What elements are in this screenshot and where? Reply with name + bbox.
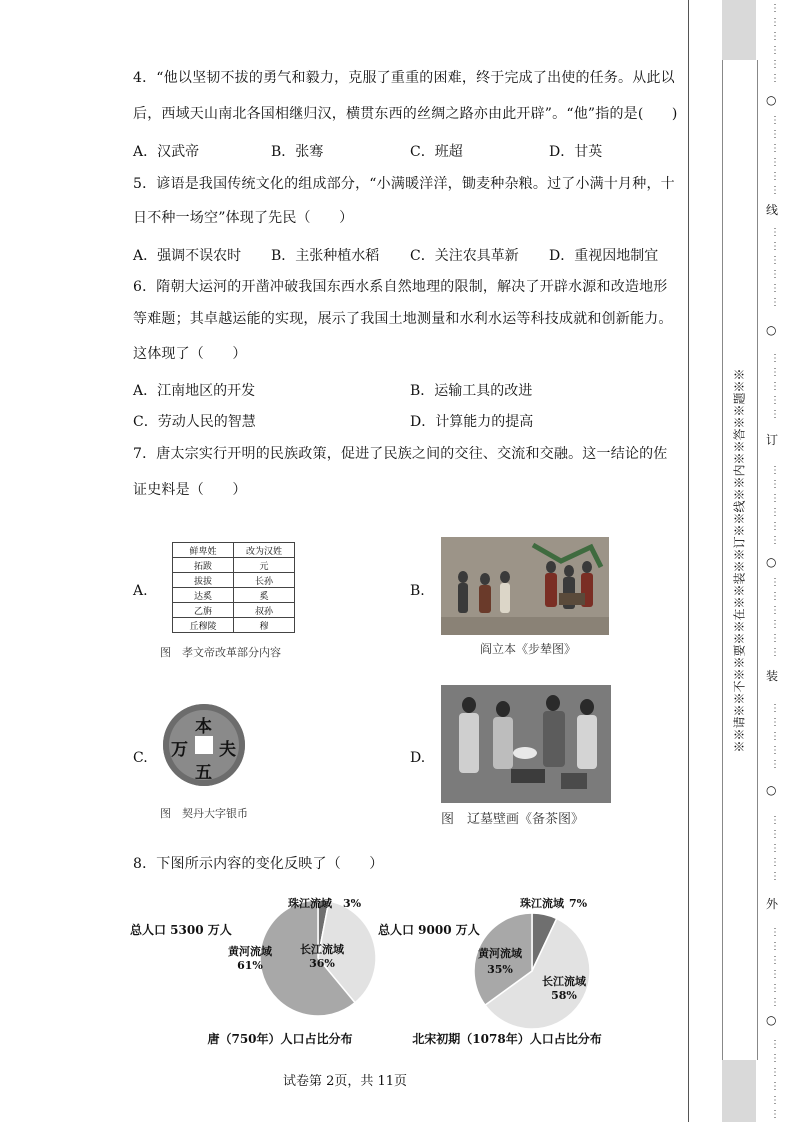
q4-option-c[interactable]: C．班超 xyxy=(410,144,463,160)
cut-line-dots: ⋮ xyxy=(770,143,780,154)
table-row xyxy=(173,618,295,633)
pie-slice-value: 61% xyxy=(237,959,263,972)
cut-line-dots: ⋮ xyxy=(770,857,780,868)
pie-slice-value: 7% xyxy=(568,897,588,910)
q7-stem-line1: 7．唐太宗实行开明的民族政策，促进了民族之间的交往、交流和交融。这一结论的佐 xyxy=(133,446,668,462)
q7-caption-c: 图 契丹大字银币 xyxy=(160,807,248,820)
table-cell: 达奚 xyxy=(173,588,234,603)
pie-title: 唐（750年）人口占比分布 xyxy=(207,1032,353,1046)
binding-hole-mark: ○ xyxy=(766,555,777,569)
q4-stem-line1: 4．“他以坚韧不拔的勇气和毅力，克服了重重的困难，终于完成了出使的任务。从此以 xyxy=(133,70,675,86)
cut-line-dots: ⋮ xyxy=(770,185,780,196)
cut-line-dots: ⋮ xyxy=(770,31,780,42)
pie-slice-value: 36% xyxy=(309,957,335,970)
binding-hole-mark: ○ xyxy=(766,1013,777,1027)
binding-margin xyxy=(688,0,794,1122)
cut-line-dots: ⋮ xyxy=(770,815,780,826)
pie-slice-label: 长江流域 xyxy=(542,975,586,988)
coin-character: 五 xyxy=(195,763,212,783)
cut-line-dots: ⋮ xyxy=(770,759,780,770)
cut-line-dots: ⋮ xyxy=(770,1039,780,1050)
cut-line-dots: ⋮ xyxy=(770,829,780,840)
bunian-painting-image xyxy=(441,537,609,635)
cut-line-dots: ⋮ xyxy=(770,717,780,728)
binding-hole-mark: ○ xyxy=(766,93,777,107)
pie-slice-value: 35% xyxy=(487,963,513,976)
cut-line-dots: ⋮ xyxy=(770,241,780,252)
q5-stem-line1: 5．谚语是我国传统文化的组成部分，“小满暖洋洋，锄麦种杂粮。过了小满十月种，十 xyxy=(133,176,675,192)
table-cell: 拔拔 xyxy=(173,573,234,588)
pie-slice-label: 黄河流域 xyxy=(228,945,272,958)
q7-caption-b: 阎立本《步辇图》 xyxy=(480,642,577,656)
q4-stem-line2: 后，西域天山南北各国相继归汉，横贯东西的丝绸之路亦由此开辟”。“他”指的是( ) xyxy=(133,106,678,122)
cut-line-dots: ⋮ xyxy=(770,605,780,616)
pie-slice-label: 珠江流域 xyxy=(520,897,564,910)
table-cell: 叔孙 xyxy=(234,603,295,618)
pie-slice-label: 珠江流域 xyxy=(288,897,332,910)
cut-line-dots: ⋮ xyxy=(770,409,780,420)
coin-character: 夫 xyxy=(219,740,236,760)
table-header-cell: 鲜卑姓 xyxy=(173,543,234,558)
binding-notice-text: ※※请※※不※※要※※在※※装※※订※※线※※内※※答※※题※※ xyxy=(732,367,747,753)
table-header-cell: 改为汉姓 xyxy=(234,543,295,558)
binding-cut-label: 线 xyxy=(766,203,779,217)
pie-slice-label: 黄河流域 xyxy=(478,947,522,960)
cut-line-dots: ⋮ xyxy=(770,73,780,84)
cut-line-dots: ⋮ xyxy=(770,465,780,476)
song-population-pie-chart xyxy=(372,893,642,1053)
cut-line-dots: ⋮ xyxy=(770,269,780,280)
cut-line-dots: ⋮ xyxy=(770,1095,780,1106)
q7-stem-line2: 证史料是（ ） xyxy=(133,482,247,498)
cut-line-dots: ⋮ xyxy=(770,283,780,294)
pie-total-label: 总人口 5300 万人 xyxy=(130,923,232,937)
table-row xyxy=(173,603,295,618)
cut-line-dots: ⋮ xyxy=(770,871,780,882)
pie-slice-value: 3% xyxy=(342,897,362,910)
q6-option-c[interactable]: C．劳动人民的智慧 xyxy=(133,414,256,430)
table-header-row xyxy=(173,543,295,558)
q5-option-a[interactable]: A．强调不误农时 xyxy=(133,248,242,264)
binding-cut-label: 订 xyxy=(766,433,779,447)
binding-cut-label: 装 xyxy=(766,669,779,683)
cut-line-dots: ⋮ xyxy=(770,367,780,378)
cut-line-dots: ⋮ xyxy=(770,507,780,518)
q8-stem-line1: 8．下图所示内容的变化反映了（ ） xyxy=(133,856,384,872)
cut-line-dots: ⋮ xyxy=(770,731,780,742)
cut-line-dots: ⋮ xyxy=(770,703,780,714)
q6-stem-line1: 6．隋朝大运河的开凿冲破我国东西水系自然地理的限制，解决了开辟水源和改造地形 xyxy=(133,279,668,295)
q4-option-d[interactable]: D．甘英 xyxy=(549,144,603,160)
cut-line-marks xyxy=(760,0,790,1122)
cut-line-dots: ⋮ xyxy=(770,3,780,14)
table-cell: 乙旃 xyxy=(173,603,234,618)
q7-option-b-label[interactable]: B. xyxy=(410,583,425,599)
cut-line-dots: ⋮ xyxy=(770,1053,780,1064)
cut-line-dots: ⋮ xyxy=(770,59,780,70)
q6-stem-line2: 等难题；其卓越运能的实现，展示了我国土地测量和水利水运等科技成就和创新能力。 xyxy=(133,311,673,327)
table-cell: 奚 xyxy=(234,588,295,603)
cut-line-dots: ⋮ xyxy=(770,983,780,994)
table-cell: 丘穆陵 xyxy=(173,618,234,633)
q7-option-c-label[interactable]: C. xyxy=(133,750,148,766)
pie-total-label: 总人口 9000 万人 xyxy=(378,923,480,937)
cut-line-dots: ⋮ xyxy=(770,997,780,1008)
cut-line-dots: ⋮ xyxy=(770,297,780,308)
table-row xyxy=(173,588,295,603)
q6-option-a[interactable]: A．江南地区的开发 xyxy=(133,383,256,399)
cut-line-dots: ⋮ xyxy=(770,591,780,602)
coin-square-hole xyxy=(195,736,213,754)
pie-title: 北宋初期（1078年）人口占比分布 xyxy=(412,1032,602,1046)
binding-hole-mark: ○ xyxy=(766,323,777,337)
cut-line-dots: ⋮ xyxy=(770,1109,780,1120)
table-row xyxy=(173,558,295,573)
cut-line-dots: ⋮ xyxy=(770,353,780,364)
pie-slice-value: 58% xyxy=(551,989,577,1002)
cut-line-dots: ⋮ xyxy=(770,843,780,854)
cut-line-dots: ⋮ xyxy=(770,619,780,630)
cut-line-dots: ⋮ xyxy=(770,255,780,266)
table-row xyxy=(173,573,295,588)
q5-option-d[interactable]: D．重视因地制宜 xyxy=(549,248,659,264)
cut-line-dots: ⋮ xyxy=(770,227,780,238)
cut-line-dots: ⋮ xyxy=(770,969,780,980)
cut-line-dots: ⋮ xyxy=(770,941,780,952)
table-cell: 拓跋 xyxy=(173,558,234,573)
cut-line-dots: ⋮ xyxy=(770,535,780,546)
q5-option-b[interactable]: B．主张种植水稻 xyxy=(271,248,380,264)
cut-line-dots: ⋮ xyxy=(770,395,780,406)
cut-line-dots: ⋮ xyxy=(770,955,780,966)
cut-line-dots: ⋮ xyxy=(770,129,780,140)
table-cell: 穆 xyxy=(234,618,295,633)
q4-option-a[interactable]: A．汉武帝 xyxy=(133,144,200,160)
cut-line-dots: ⋮ xyxy=(770,45,780,56)
pie-slice-label: 长江流域 xyxy=(300,943,344,956)
coin-character: 本 xyxy=(195,717,212,737)
do-not-answer-notice xyxy=(722,60,756,1060)
q5-stem-line2: 日不种一场空”体现了先民（ ） xyxy=(133,210,354,226)
q6-stem-line3: 这体现了（ ） xyxy=(133,346,247,362)
q7-caption-a: 图 孝文帝改革部分内容 xyxy=(160,646,281,659)
cut-line-dots: ⋮ xyxy=(770,521,780,532)
binding-border xyxy=(688,0,689,1122)
binding-hole-mark: ○ xyxy=(766,783,777,797)
cut-line-dots: ⋮ xyxy=(770,479,780,490)
q4-option-b[interactable]: B．张骞 xyxy=(271,144,324,160)
cut-line-dots: ⋮ xyxy=(770,17,780,28)
binding-cut-label: 外 xyxy=(766,897,779,911)
cut-line-dots: ⋮ xyxy=(770,1081,780,1092)
q7-option-d-label[interactable]: D. xyxy=(410,750,426,766)
q5-option-c[interactable]: C．关注农具革新 xyxy=(410,248,519,264)
cut-line-dots: ⋮ xyxy=(770,115,780,126)
q7-option-a-label[interactable]: A. xyxy=(133,583,148,599)
cut-line-dots: ⋮ xyxy=(770,745,780,756)
q6-option-d[interactable]: D．计算能力的提高 xyxy=(410,414,534,430)
tea-preparation-mural-image xyxy=(441,685,611,803)
cut-line-dots: ⋮ xyxy=(770,1067,780,1078)
q6-option-b[interactable]: B．运输工具的改进 xyxy=(410,383,533,399)
cut-line-dots: ⋮ xyxy=(770,171,780,182)
cut-line-dots: ⋮ xyxy=(770,647,780,658)
page-footer: 试卷第 2页，共 11页 xyxy=(282,1074,408,1089)
cut-line-dots: ⋮ xyxy=(770,493,780,504)
cut-line-dots: ⋮ xyxy=(770,633,780,644)
table-cell: 元 xyxy=(234,558,295,573)
table-cell: 长孙 xyxy=(234,573,295,588)
cut-line-dots: ⋮ xyxy=(770,927,780,938)
coin-character: 万 xyxy=(171,740,188,760)
surname-change-table xyxy=(172,542,295,633)
khitan-silver-coin-image xyxy=(163,704,245,786)
cut-line-dots: ⋮ xyxy=(770,157,780,168)
q7-caption-d: 图 辽墓壁画《备茶图》 xyxy=(441,812,585,827)
tang-population-pie-chart xyxy=(130,893,390,1053)
cut-line-dots: ⋮ xyxy=(770,577,780,588)
cut-line-dots: ⋮ xyxy=(770,381,780,392)
